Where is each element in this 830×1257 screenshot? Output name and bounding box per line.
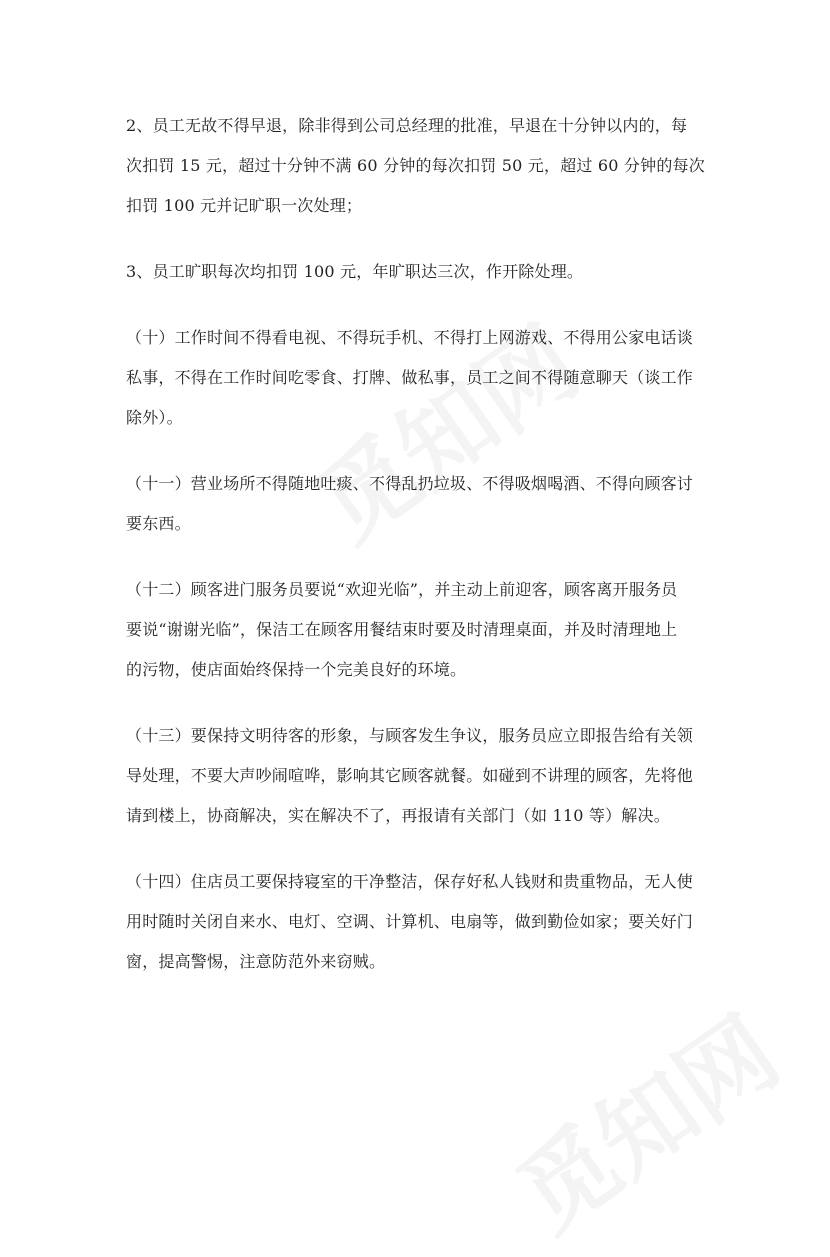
paragraph-absence <box>126 252 708 292</box>
paragraph-early-leave <box>126 106 708 226</box>
watermark <box>487 980 801 1257</box>
paragraph-line: 要东西。 <box>126 514 191 533</box>
paragraph-line: （十）工作时间不得看电视、不得玩手机、不得打上网游戏、不得用公家电话谈 <box>126 328 694 347</box>
paragraph-line: 要说“谢谢光临”，保洁工在顾客用餐结束时要及时清理桌面，并及时清理地上 <box>126 620 678 639</box>
paragraph-line: 次扣罚 15 元，超过十分钟不满 60 分钟的每次扣罚 50 元，超过 60 分钟的每次 <box>126 156 705 175</box>
paragraph-line: （十一）营业场所不得随地吐痰、不得乱扔垃圾、不得吸烟喝酒、不得向顾客讨 <box>126 474 694 493</box>
paragraph-line: （十三）要保持文明待客的形象，与顾客发生争议，服务员应立即报告给有关领 <box>126 726 694 745</box>
paragraph-line: 导处理，不要大声吵闹喧哗，影响其它顾客就餐。如碰到不讲理的顾客，先将他 <box>126 766 694 785</box>
paragraph-business-area <box>126 464 708 544</box>
paragraph-work-time <box>126 318 708 438</box>
paragraph-civilized-service <box>126 716 708 836</box>
paragraph-line: 窗，提高警惕，注意防范外来窃贼。 <box>126 952 386 971</box>
paragraph-line: 私事，不得在工作时间吃零食、打牌、做私事，员工之间不得随意聊天（谈工作 <box>126 368 694 387</box>
paragraph-line: 2、员工无故不得早退，除非得到公司总经理的批准，早退在十分钟以内的，每 <box>126 116 688 135</box>
paragraph-line: 用时随时关闭自来水、电灯、空调、计算机、电扇等，做到勤俭如家；要关好门 <box>126 912 694 931</box>
paragraph-greeting <box>126 570 708 690</box>
paragraph-line: 请到楼上，协商解决，实在解决不了，再报请有关部门（如 110 等）解决。 <box>126 806 670 825</box>
paragraph-dormitory <box>126 862 708 982</box>
paragraph-line: 3、员工旷职每次均扣罚 100 元，年旷职达三次，作开除处理。 <box>126 262 584 281</box>
paragraph-line: 除外）。 <box>126 408 183 427</box>
document-body <box>126 106 708 1008</box>
paragraph-line: （十二）顾客进门服务员要说“欢迎光临”，并主动上前迎客，顾客离开服务员 <box>126 580 678 599</box>
paragraph-line: 的污物，使店面始终保持一个完美良好的环境。 <box>126 660 467 679</box>
paragraph-line: 扣罚 100 元并记旷职一次处理； <box>126 196 363 215</box>
paragraph-line: （十四）住店员工要保持寝室的干净整洁，保存好私人钱财和贵重物品，无人使 <box>126 872 694 891</box>
